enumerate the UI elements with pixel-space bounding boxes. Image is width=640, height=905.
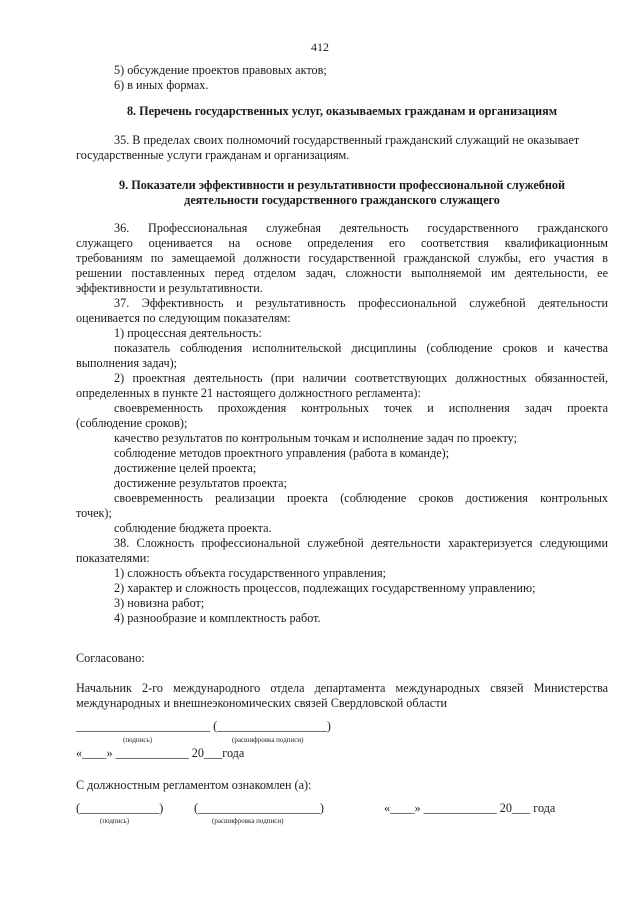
acquaintance-decode-field: (____________________) [194,801,324,815]
paragraph-37: 37. Эффективность и результативность профессиональной служебной деятельности [114,296,608,310]
paragraph-36: 36. Профессиональная служебная деятельность государственного гражданского [114,221,608,235]
list-item: своевременность прохождения контрольных точек и исполнения задач проекта [114,401,608,415]
list-item: соблюдение бюджета проекта. [114,521,272,535]
paragraph-36: решении поставленных перед отделом задач, сложности выполняемой им деятельности, ее [76,266,608,280]
paragraph-35: 35. В пределах своих полномочий государственный гражданский служащий не оказывает [114,133,580,147]
section-9-heading: 9. Показатели эффективности и результативности профессиональной служебной [119,178,565,192]
list-item: 6) в иных формах. [114,78,209,92]
list-item: (соблюдение сроков); [76,416,188,430]
approver-position: международных и внешнеэкономических связей Свердловской области [76,696,448,710]
paragraph-38: показателями: [76,551,150,565]
list-item: 4) разнообразие и комплектность работ. [114,611,321,625]
acquaintance-signature-field: (_____________) [76,801,164,815]
section-8-heading: 8. Перечень государственных услуг, оказываемых гражданам и организациям [126,104,558,118]
list-item: качество результатов по контрольным точкам и исполнение задач по проекту; [114,431,517,445]
approval-label: Согласовано: [76,651,145,665]
decode-caption: (расшифровка подписи) [232,736,304,744]
acquaintance-date-field: «____» ____________ 20___ года [384,801,556,815]
list-item: показатель соблюдения исполнительской дисциплины (соблюдение сроков и качества [114,341,608,355]
signature-caption: (подпись) [123,736,153,744]
list-item: 1) сложность объекта государственного управления; [114,566,386,580]
section-9-heading: деятельности государственного гражданского служащего [184,193,500,207]
paragraph-37: оценивается по следующим показателям: [76,311,291,325]
page-number: 412 [311,40,329,54]
list-item: определенных в пункте 21 настоящего должностного регламента): [76,386,421,400]
list-item: 3) новизна работ; [114,596,205,610]
list-item: 2) проектная деятельность (при наличии соответствующих должностных обязанностей, [114,371,608,385]
approval-date-line: «____» ____________ 20___года [76,746,245,760]
paragraph-36: эффективности и результативности. [76,281,263,295]
list-item: достижение результатов проекта; [114,476,287,490]
acquaintance-label: С должностным регламентом ознакомлен (а): [76,778,312,792]
paragraph-38: 38. Сложность профессиональной служебной деятельности характеризуется следующими [114,536,608,550]
list-item: соблюдение методов проектного управления (работа в команде); [114,446,450,460]
decode-caption: (расшифровка подписи) [212,817,284,825]
paragraph-35: государственные услуги гражданам и организациям. [76,148,350,162]
approver-position: Начальник 2-го международного отдела департамента международных связей Министерства [76,681,608,695]
list-item: своевременность реализации проекта (соблюдение сроков достижения контрольных [114,491,608,505]
signature-caption: (подпись) [100,817,130,825]
list-item: 2) характер и сложность процессов, подлежащих государственному управлению; [114,581,536,595]
list-item: 1) процессная деятельность: [114,326,262,340]
list-item: достижение целей проекта; [114,461,257,475]
list-item: точек); [76,506,112,520]
paragraph-36: требованиям по замещаемой должности государственной гражданской службы, его участия в [76,251,608,265]
list-item: выполнения задач); [76,356,178,370]
list-item: 5) обсуждение проектов правовых актов; [114,63,327,77]
approval-signature-line: ______________________ (__________________) [76,719,331,733]
paragraph-36: служащего оценивается на основе определения его соответствия квалификационным [76,236,608,250]
